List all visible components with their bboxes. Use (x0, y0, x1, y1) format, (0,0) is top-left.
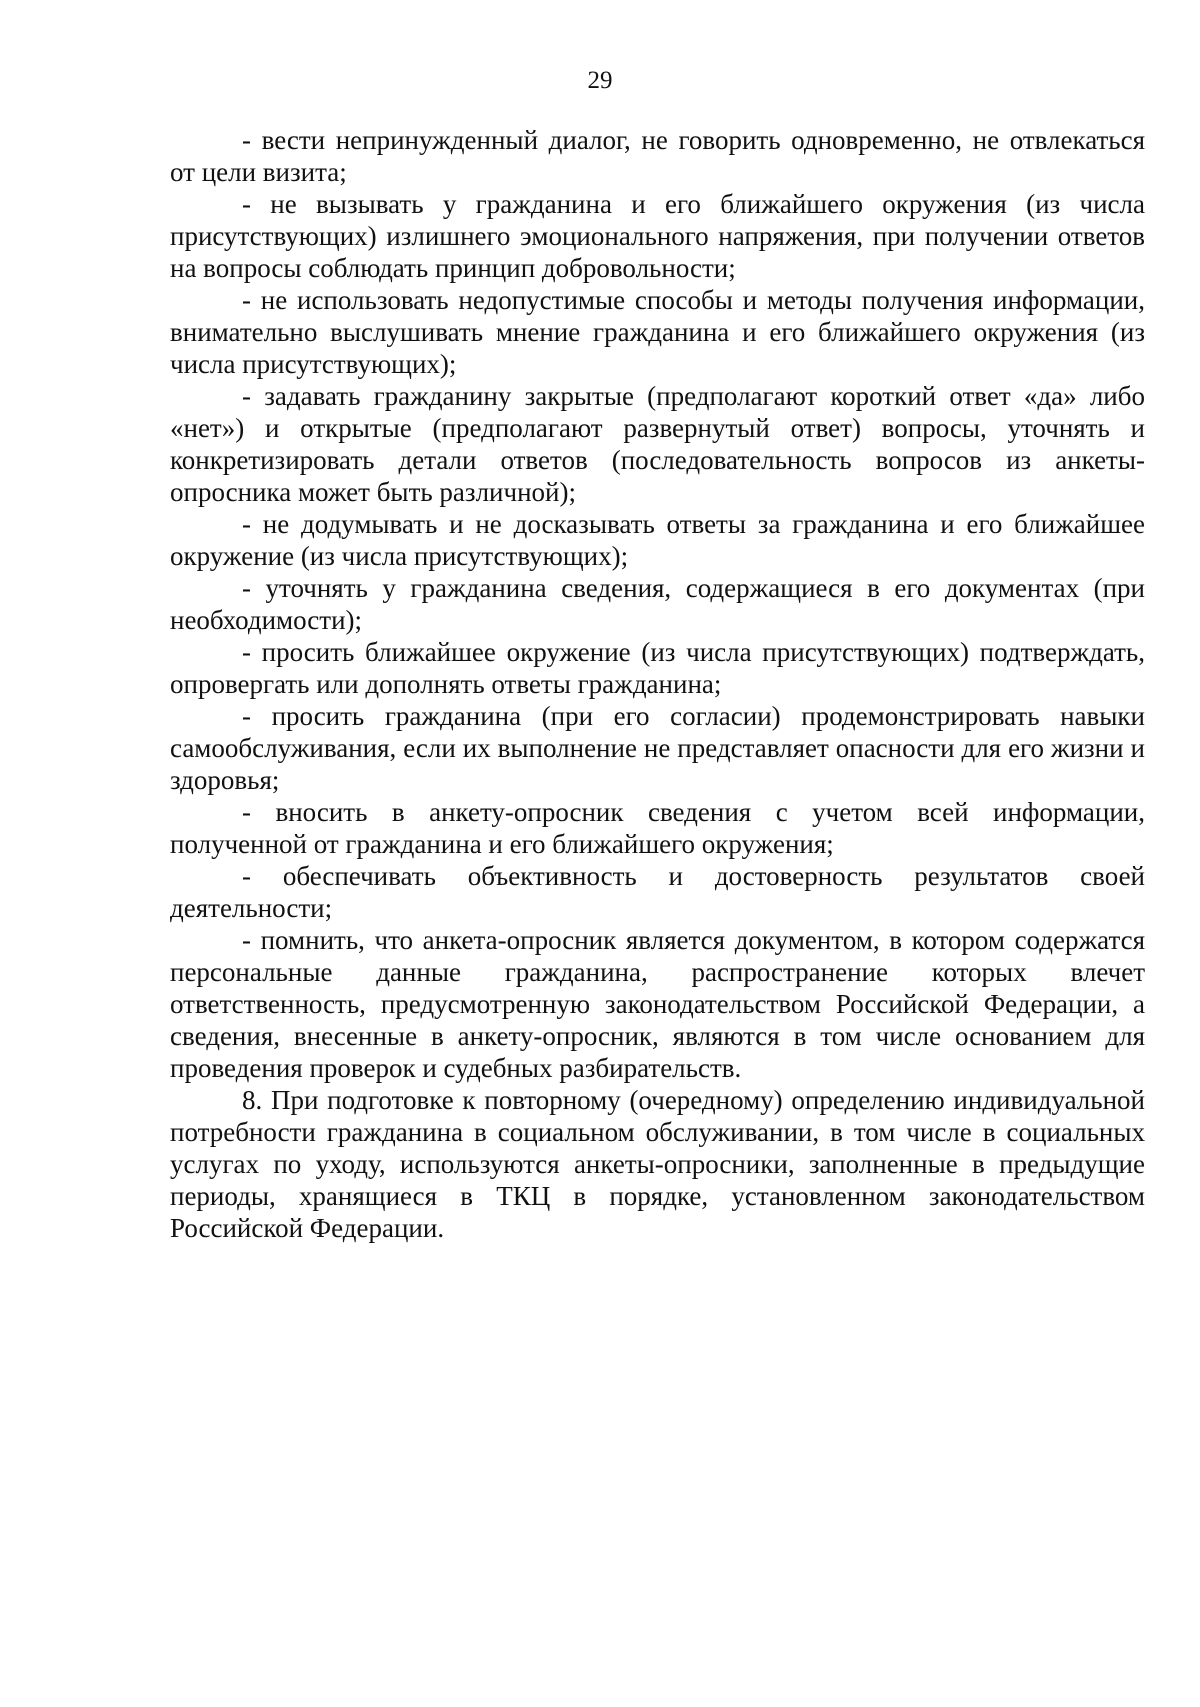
paragraph-10: - обеспечивать объективность и достоверность результатов своей деятельности; (170, 861, 1145, 923)
page-number: 29 (587, 67, 613, 94)
paragraph-12: 8. При подготовке к повторному (очередному) определению индивидуальной потребности гражданина в социальном обслуживании, в том числе в социальных услугах по уходу, используются анкеты-опросники, заполненные в предыдущие периоды, хранящиеся в ТКЦ в порядке, установленном законодательством Российской Федерации. (170, 1085, 1145, 1243)
paragraph-1: - вести непринужденный диалог, не говорить одновременно, не отвлекаться от цели визита; (170, 125, 1145, 187)
paragraph-11: - помнить, что анкета-опросник является документом, в котором содержатся персональные данные гражданина, распространение которых влечет ответственность, предусмотренную законодательством Российской Федерации, а сведения, внесенные в анкету-опросник, являются в том числе основанием для проведения проверок и судебных разбирательств. (170, 925, 1145, 1083)
paragraph-7: - просить ближайшее окружение (из числа присутствующих) подтверждать, опровергать или дополнять ответы гражданина; (170, 637, 1145, 699)
paragraph-8: - просить гражданина (при его согласии) продемонстрировать навыки самообслуживания, если их выполнение не представляет опасности для его жизни и здоровья; (170, 701, 1145, 795)
paragraph-9: - вносить в анкету-опросник сведения с учетом всей информации, полученной от гражданина и его ближайшего окружения; (170, 797, 1145, 859)
paragraph-6: - уточнять у гражданина сведения, содержащиеся в его документах (при необходимости); (170, 573, 1145, 635)
paragraph-5: - не додумывать и не досказывать ответы за гражданина и его ближайшее окружение (из числа присутствующих); (170, 509, 1145, 571)
paragraph-3: - не использовать недопустимые способы и методы получения информации, внимательно выслушивать мнение гражданина и его ближайшего окружения (из числа присутствующих); (170, 285, 1145, 379)
document-body (170, 124, 1145, 1244)
paragraph-4: - задавать гражданину закрытые (предполагают короткий ответ «да» либо «нет») и открытые (предполагают развернутый ответ) вопросы, уточнять и конкретизировать детали ответов (последовательность вопросов из анкеты-опросника может быть различной); (170, 381, 1145, 507)
paragraph-2: - не вызывать у гражданина и его ближайшего окружения (из числа присутствующих) излишнего эмоционального напряжения, при получении ответов на вопросы соблюдать принцип добровольности; (170, 189, 1145, 283)
